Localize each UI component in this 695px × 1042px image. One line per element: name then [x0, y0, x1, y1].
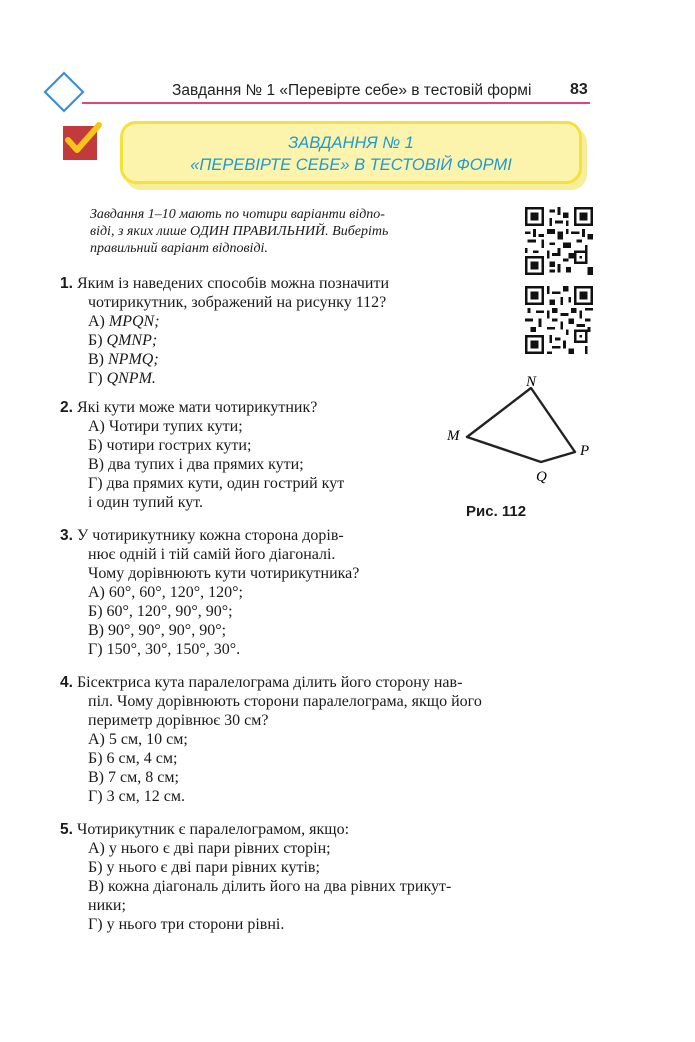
vertex-label-q: Q — [536, 469, 547, 485]
option-text: 6 см, 4 см; — [106, 750, 178, 767]
option-letter: Г) — [88, 641, 103, 658]
option-text: у нього є дві пари рівних кутів; — [106, 859, 320, 876]
instructions-line: віді, з яких лише ОДИН ПРАВИЛЬНИЙ. Виберіть — [90, 224, 389, 239]
option-letter: Б) — [88, 750, 103, 767]
option-letter: Г) — [88, 475, 103, 492]
option-text: 3 см, 12 см. — [106, 788, 186, 805]
option-letter: В) — [88, 351, 104, 368]
question-number: 1. — [60, 275, 73, 292]
option-text: QNPM. — [106, 370, 156, 387]
answer-option[interactable] — [60, 331, 530, 350]
answer-option[interactable] — [60, 749, 600, 768]
question-5 — [60, 820, 600, 934]
option-letter: Б) — [88, 859, 103, 876]
option-text: два тупих і два прямих кути; — [108, 456, 304, 473]
quadrilateral-shape — [467, 388, 575, 462]
stem-line: Чому дорівнюють кути чотирикутника? — [88, 565, 360, 582]
option-text: у нього є дві пари рівних сторін; — [108, 840, 331, 857]
section-banner — [120, 121, 582, 184]
answer-option[interactable] — [60, 640, 530, 659]
checkmark-icon — [62, 122, 102, 162]
vertex-label-m: M — [447, 428, 460, 444]
quadrilateral-figure — [438, 374, 598, 499]
option-text: QMNP; — [106, 332, 158, 349]
option-letter: Г) — [88, 788, 103, 805]
question-1 — [60, 274, 530, 388]
option-text: 5 см, 10 см; — [108, 731, 188, 748]
stem-line: піл. Чому дорівнюють сторони паралелограма, якщо його — [88, 693, 482, 710]
option-letter: Б) — [88, 603, 103, 620]
answer-option[interactable] — [60, 858, 600, 877]
question-number: 4. — [60, 674, 73, 691]
option-letter: В) — [88, 456, 104, 473]
question-stem — [60, 274, 530, 293]
vertex-label-n: N — [526, 374, 537, 390]
instructions — [90, 206, 492, 257]
diamond-icon — [42, 70, 86, 114]
header-rule — [82, 102, 590, 104]
answer-option[interactable] — [60, 474, 440, 493]
answer-option[interactable] — [60, 417, 440, 436]
question-stem — [60, 398, 440, 417]
answer-option[interactable] — [60, 621, 530, 640]
question-number: 3. — [60, 527, 73, 544]
option-text: NPMQ; — [108, 351, 159, 368]
option-text: 60°, 60°, 120°, 120°; — [108, 584, 243, 601]
question-2 — [60, 398, 440, 512]
option-continuation: і один тупий кут. — [88, 494, 204, 511]
option-letter: А) — [88, 313, 105, 330]
answer-option[interactable] — [60, 730, 600, 749]
answer-option[interactable] — [60, 787, 600, 806]
page-number: 83 — [570, 81, 588, 98]
qr-code-icon[interactable] — [525, 207, 593, 275]
option-text: чотири гострих кути; — [106, 437, 252, 454]
option-letter: А) — [88, 418, 105, 435]
answer-option[interactable] — [60, 839, 600, 858]
option-text: у нього три сторони рівні. — [106, 916, 285, 933]
stem-line: Яким із наведених способів можна позначити — [76, 275, 390, 292]
answer-option[interactable] — [60, 455, 440, 474]
instructions-line: Завдання 1–10 мають по чотири варіанти відпо- — [90, 207, 385, 222]
option-letter: А) — [88, 840, 105, 857]
question-stem — [60, 673, 600, 692]
option-text: 150°, 30°, 150°, 30°. — [106, 641, 241, 658]
option-text: Чотири тупих кути; — [108, 418, 243, 435]
stem-line: У чотирикутнику кожна сторона дорів- — [76, 527, 344, 544]
answer-option[interactable] — [60, 350, 530, 369]
stem-line: нює одній і тій самій його діагоналі. — [88, 546, 336, 563]
figure-caption: Рис. 112 — [466, 503, 527, 520]
option-letter: В) — [88, 878, 104, 895]
banner-line-1: ЗАВДАННЯ № 1 — [288, 134, 414, 152]
question-number: 2. — [60, 399, 73, 416]
answer-option[interactable] — [60, 602, 530, 621]
qr-code-icon[interactable] — [525, 286, 593, 354]
answer-option[interactable] — [60, 312, 530, 331]
stem-line: Чотирикутник є паралелограмом, якщо: — [76, 821, 350, 838]
answer-option[interactable] — [60, 369, 530, 388]
option-text: MPQN; — [108, 313, 160, 330]
question-stem — [60, 526, 530, 545]
vertex-label-p: P — [580, 443, 590, 459]
stem-line: Які кути може мати чотирикутник? — [76, 399, 318, 416]
option-letter: А) — [88, 584, 105, 601]
question-stem — [60, 820, 600, 839]
option-text: 90°, 90°, 90°, 90°; — [108, 622, 227, 639]
stem-line: периметр дорівнює 30 см? — [88, 712, 269, 729]
option-text: кожна діагональ ділить його на два рівних трикут- — [108, 878, 452, 895]
instructions-line: правильний варіант відповіді. — [90, 241, 268, 256]
stem-line: чотирикутник, зображений на рисунку 112? — [88, 294, 387, 311]
option-text: 60°, 120°, 90°, 90°; — [106, 603, 233, 620]
option-text: 7 см, 8 см; — [108, 769, 179, 786]
banner-line-2: «ПЕРЕВІРТЕ СЕБЕ» В ТЕСТОВІЙ ФОРМІ — [190, 156, 512, 174]
option-letter: Г) — [88, 370, 103, 387]
answer-option[interactable] — [60, 436, 440, 455]
option-text: два прямих кути, один гострий кут — [106, 475, 345, 492]
answer-option[interactable] — [60, 768, 600, 787]
question-4 — [60, 673, 600, 806]
option-continuation: ники; — [88, 897, 126, 914]
option-letter: Б) — [88, 437, 103, 454]
option-letter: В) — [88, 622, 104, 639]
option-letter: Г) — [88, 916, 103, 933]
question-number: 5. — [60, 821, 73, 838]
stem-line: Бісектриса кута паралелограма ділить його сторону нав- — [76, 674, 463, 691]
answer-option[interactable] — [60, 915, 600, 934]
option-letter: А) — [88, 731, 105, 748]
header-title: Завдання № 1 «Перевірте себе» в тестовій формі — [172, 82, 532, 99]
option-letter: В) — [88, 769, 104, 786]
option-letter: Б) — [88, 332, 103, 349]
answer-option[interactable] — [60, 877, 600, 896]
answer-option[interactable] — [60, 583, 530, 602]
question-3 — [60, 526, 530, 659]
